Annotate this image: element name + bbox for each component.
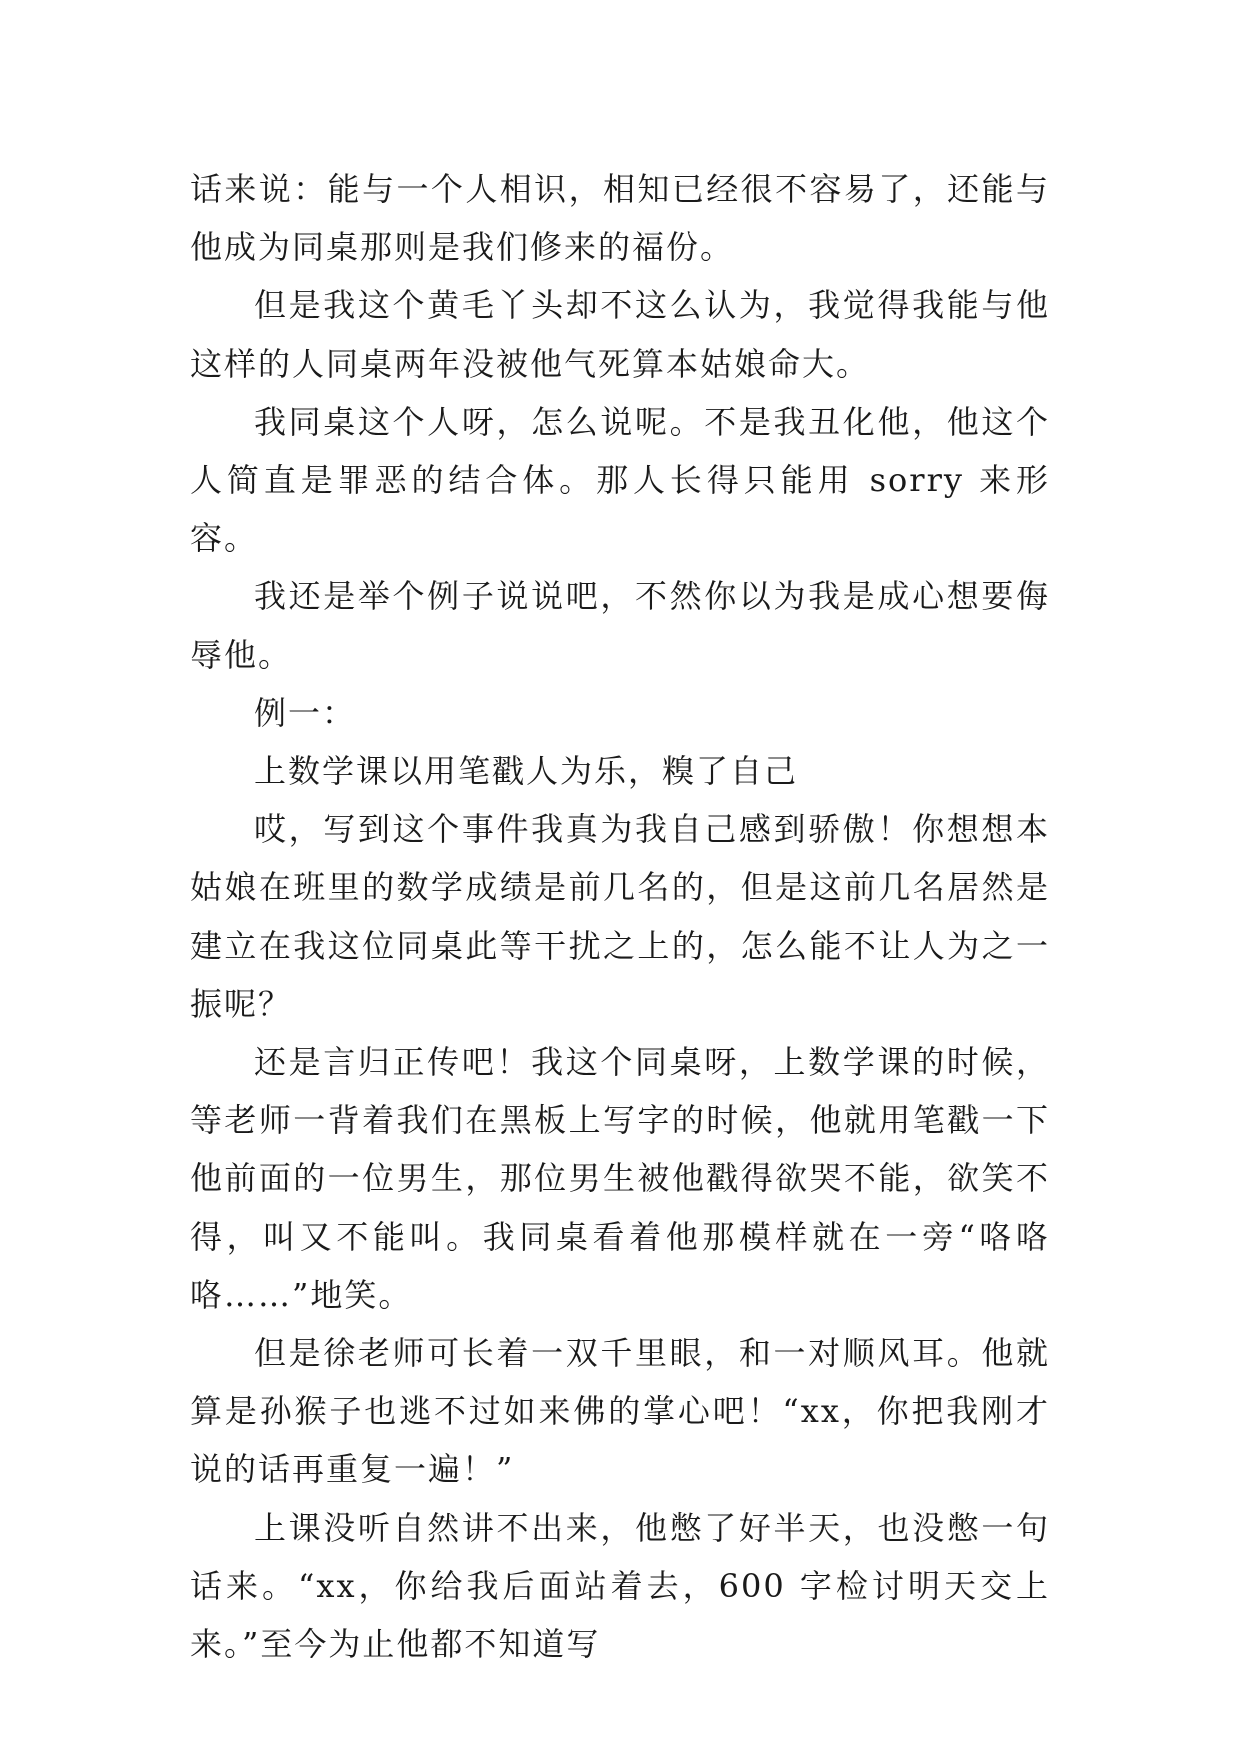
paragraph-2: 但是我这个黄毛丫头却不这么认为，我觉得我能与他这样的人同桌两年没被他气死算本姑娘命大。 bbox=[190, 286, 1050, 383]
paragraph-10: 上课没听自然讲不出来，他憋了好半天，也没憋一句话来。“xx，你给我后面站着去，600 字检讨明天交上来。”至今为止他都不知道写 bbox=[190, 1508, 1050, 1664]
paragraph-4: 我还是举个例子说说吧，不然你以为我是成心想要侮辱他。 bbox=[190, 577, 1050, 674]
paragraph-3: 我同桌这个人呀，怎么说呢。不是我丑化他，他这个人简直是罪恶的结合体。那人长得只能用 sorry 来形容。 bbox=[190, 402, 1050, 558]
body-text bbox=[190, 160, 1050, 1673]
paragraph-6: 上数学课以用笔戳人为乐，糗了自己 bbox=[254, 752, 799, 791]
paragraph-8: 还是言归正传吧！我这个同桌呀，上数学课的时候，等老师一背着我们在黑板上写字的时候，他就用笔戳一下他前面的一位男生，那位男生被他戳得欲哭不能，欲笑不得，叫又不能叫。我同桌看着他那模样就在一旁“咯咯咯……”地笑。 bbox=[190, 1043, 1050, 1314]
paragraph-1: 话来说：能与一个人相识，相知已经很不容易了，还能与他成为同桌那则是我们修来的福份。 bbox=[190, 170, 1050, 267]
paragraph-9: 但是徐老师可长着一双千里眼，和一对顺风耳。他就算是孙猴子也逃不过如来佛的掌心吧！“xx，你把我刚才说的话再重复一遍！” bbox=[190, 1334, 1050, 1489]
paragraph-5: 例一： bbox=[254, 693, 357, 732]
paragraph-7: 哎，写到这个事件我真为我自己感到骄傲！你想想本姑娘在班里的数学成绩是前几名的，但是这前几名居然是建立在我这位同桌此等干扰之上的，怎么能不让人为之一振呢？ bbox=[190, 810, 1050, 1023]
